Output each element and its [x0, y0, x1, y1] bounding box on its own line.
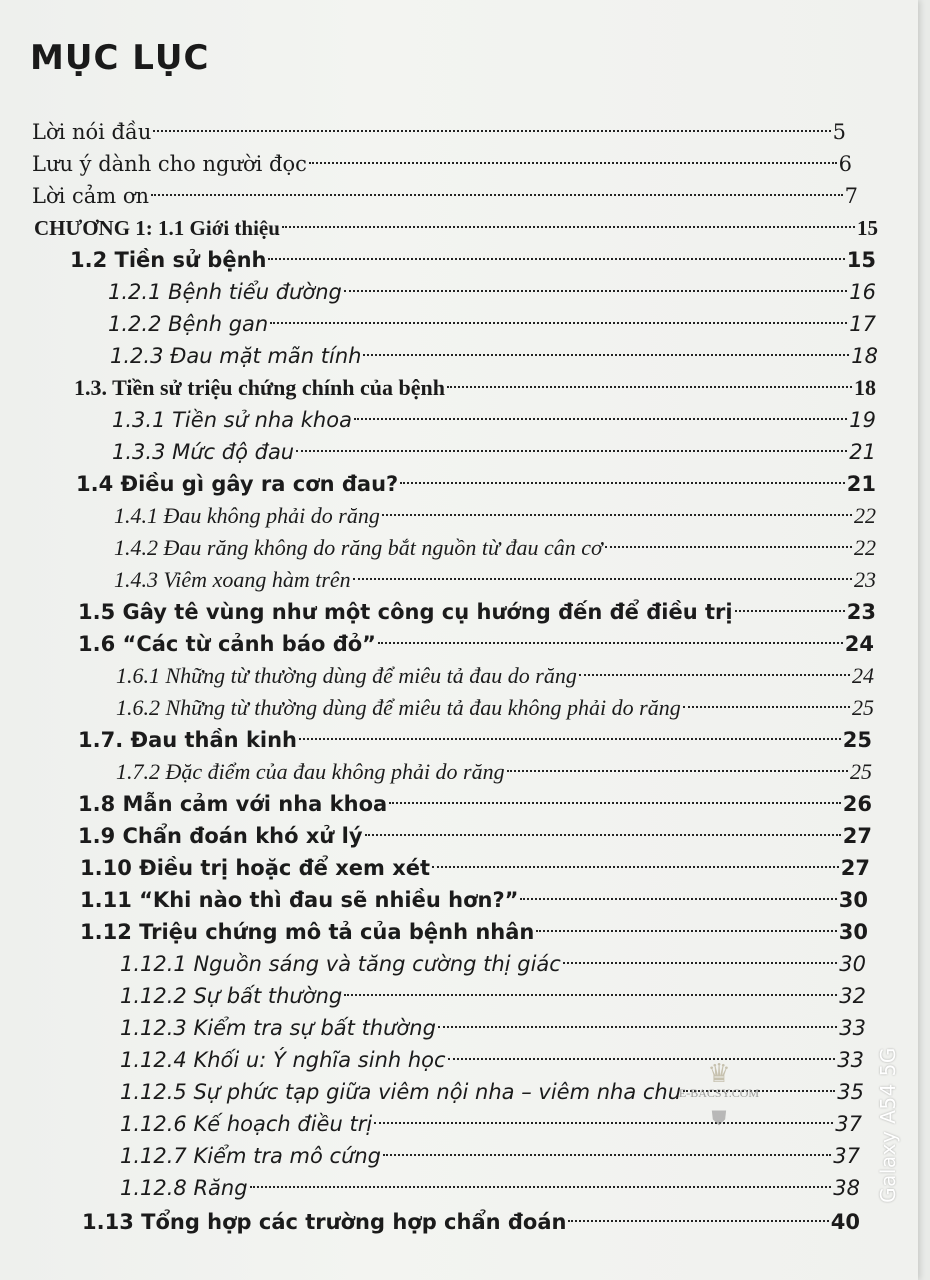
dot-leader	[448, 1058, 836, 1060]
crown-icon: ♛	[707, 1059, 731, 1088]
toc-entry-label: 1.6.2 Những từ thường dùng để miêu tả đau không phải do răng	[116, 695, 681, 720]
toc-entry-label: 1.8 Mẫn cảm với nha khoa	[78, 792, 388, 816]
toc-entry-label: Lưu ý dành cho người đọc	[32, 152, 307, 176]
toc-entry-label: 1.3. Tiền sử triệu chứng chính của bệnh	[74, 375, 445, 400]
toc-entry-page: 40	[830, 1210, 860, 1234]
toc-entry-label: 1.12 Triệu chứng mô tả của bệnh nhân	[80, 920, 535, 944]
dot-leader	[282, 226, 855, 228]
dot-leader	[447, 386, 852, 388]
toc-entry-1-6	[78, 628, 874, 660]
toc-entry-label: 1.12.3 Kiểm tra sự bất thường	[120, 1016, 436, 1040]
toc-entry-label: 1.11 “Khi nào thì đau sẽ nhiều hơn?”	[80, 888, 519, 912]
dot-leader	[151, 194, 843, 196]
toc-entry-1-2-2	[108, 308, 876, 340]
dot-leader	[536, 930, 836, 932]
toc-entry-page: 25	[850, 759, 872, 784]
toc-entry-page: 33	[837, 1048, 864, 1072]
toc-entry-1-8	[78, 788, 872, 820]
dot-leader	[438, 1026, 837, 1028]
toc-entry-1-7-2	[116, 756, 872, 788]
toc-entry-page: 5	[832, 120, 846, 144]
toc-entry-page: 23	[846, 600, 876, 624]
toc-entry-1-3-3	[112, 436, 876, 468]
toc-entry-label: 1.12.1 Nguồn sáng và tăng cường thị giác	[120, 952, 561, 976]
dot-leader	[432, 866, 839, 868]
toc-entry-label: 1.12.6 Kế hoạch điều trị	[120, 1112, 373, 1136]
toc-entry-1-12-8	[120, 1172, 860, 1204]
toc-entry-page: 37	[835, 1112, 862, 1136]
dot-leader	[563, 962, 837, 964]
toc-entry-label: 1.12.7 Kiểm tra mô cứng	[120, 1144, 382, 1168]
toc-entry-label: Lời nói đầu	[32, 120, 152, 144]
toc-entry-label: 1.12.8 Răng	[120, 1176, 248, 1200]
camera-label: Galaxy A54 5G	[876, 1047, 900, 1203]
toc-entry-page: 21	[846, 472, 876, 496]
dot-leader	[568, 1220, 828, 1222]
toc-entry-page: 6	[838, 152, 852, 176]
dot-leader	[365, 834, 841, 836]
toc-entry-1-11	[80, 884, 868, 916]
dot-leader	[353, 578, 852, 580]
watermark-logo	[664, 1059, 774, 1130]
toc-entry-1-12	[80, 916, 868, 948]
dot-leader	[507, 770, 848, 772]
toc-entry-label: 1.12.5 Sự phức tạp giữa viêm nội nha – viêm nha chu	[120, 1080, 682, 1104]
dot-leader	[683, 706, 850, 708]
toc-entry-1-2	[70, 244, 876, 276]
toc-entry-page: 35	[837, 1080, 864, 1104]
toc-entry-page: 22	[854, 503, 876, 528]
toc-entry-page: 18	[854, 375, 876, 400]
toc-entry-page: 25	[842, 728, 872, 752]
toc-entry-label: 1.4 Điều gì gây ra cơn đau?	[76, 472, 399, 496]
toc-entry-label: Lời cảm ơn	[32, 184, 150, 208]
toc-entry-1-9	[78, 820, 872, 852]
toc-entry-1-4	[76, 468, 876, 500]
toc-entry-page: 18	[851, 344, 878, 368]
toc-entry-page: 24	[844, 632, 874, 656]
toc-entry-label: 1.6 “Các từ cảnh báo đỏ”	[78, 632, 376, 656]
toc-entry-label: 1.9 Chẩn đoán khó xử lý	[78, 824, 363, 848]
toc-entry-label: 1.5 Gây tê vùng như một công cụ hướng đến để điều trị	[78, 600, 733, 624]
toc-entry-page: 32	[839, 984, 866, 1008]
dot-leader	[378, 642, 843, 644]
toc-entry-page: 27	[840, 856, 870, 880]
dot-leader	[354, 418, 847, 420]
toc-entry-label: 1.4.1 Đau không phải do răng	[114, 503, 380, 528]
toc-entry-1-7	[78, 724, 872, 756]
toc-entry-1-2-3	[110, 340, 878, 372]
toc-entry-1-12-3	[120, 1012, 866, 1044]
dot-leader	[344, 290, 847, 292]
toc-entry-label: 1.4.2 Đau răng không do răng bắt nguồn từ đau cân cơ	[114, 535, 603, 560]
toc-entry-label: 1.2 Tiền sử bệnh	[70, 248, 267, 272]
toc-entry-page: 30	[838, 920, 868, 944]
toc-entry-label: 1.6.1 Những từ thường dùng để miêu tả đau do răng	[116, 663, 577, 688]
toc-entry-1-12-7	[120, 1140, 860, 1172]
camera-watermark	[868, 1030, 908, 1220]
toc-entry-1-5	[78, 596, 876, 628]
dot-leader	[520, 898, 836, 900]
toc-entry-page: 33	[839, 1016, 866, 1040]
toc-entry-1-4-2	[114, 532, 876, 564]
toc-entry-page: 21	[849, 440, 876, 464]
dot-leader	[605, 546, 852, 548]
dot-leader	[153, 130, 830, 132]
toc-entry-page: 30	[838, 888, 868, 912]
toc-entry-page: 26	[842, 792, 872, 816]
toc-entry-label: 1.2.1 Bệnh tiểu đường	[108, 280, 342, 304]
toc-entry-label: 1.12.2 Sự bất thường	[120, 984, 343, 1008]
toc-entry-1-4-1	[114, 500, 876, 532]
toc-entry-page: 27	[842, 824, 872, 848]
toc-entry-label: 1.12.4 Khối u: Ý nghĩa sinh học	[120, 1048, 446, 1072]
dot-leader	[382, 514, 852, 516]
dot-leader	[400, 482, 845, 484]
toc-entry-1-12-1	[120, 948, 866, 980]
toc-entry-label: CHƯƠNG 1: 1.1 Giới thiệu	[34, 216, 280, 240]
toc-entry-page: 25	[852, 695, 874, 720]
toc-entry-1-2-1	[108, 276, 876, 308]
toc-entry-label: 1.2.3 Đau mặt mãn tính	[110, 344, 362, 368]
toc-entry-page: 16	[849, 280, 876, 304]
toc-entry-page: 30	[839, 952, 866, 976]
toc-entry-page: 15	[846, 248, 876, 272]
toc-entry-page: 37	[833, 1144, 860, 1168]
dot-leader	[389, 802, 841, 804]
toc-entry-page: 15	[857, 216, 878, 240]
shield-icon: ⛊	[711, 1108, 727, 1130]
toc-entry-label: 1.7.2 Đặc điểm của đau không phải do răng	[116, 759, 505, 784]
toc-entry-label: 1.7. Đau thần kinh	[78, 728, 298, 752]
toc-entry-page: 7	[844, 184, 858, 208]
toc-entry-1-3	[74, 372, 876, 404]
toc-entry-1-6-2	[116, 692, 874, 724]
dot-leader	[268, 258, 844, 260]
toc-entry-page: 22	[854, 535, 876, 560]
dot-leader	[363, 354, 849, 356]
dot-leader	[270, 322, 847, 324]
toc-entry-label: 1.4.3 Viêm xoang hàm trên	[114, 567, 351, 592]
toc-entry-preface	[32, 116, 846, 148]
toc-entry-page: 17	[849, 312, 876, 336]
toc-entry-reader-note	[32, 148, 852, 180]
toc-entry-page: 38	[833, 1176, 860, 1200]
toc-entry-label: 1.10 Điều trị hoặc để xem xét	[80, 856, 431, 880]
toc-entry-page: 24	[852, 663, 874, 688]
dot-leader	[383, 1154, 831, 1156]
dot-leader	[309, 162, 837, 164]
dot-leader	[344, 994, 837, 996]
dot-leader	[299, 738, 841, 740]
toc-entry-1-13	[82, 1206, 860, 1238]
dot-leader	[579, 674, 850, 676]
toc-entry-label: 1.3.1 Tiền sử nha khoa	[112, 408, 352, 432]
page-title: MỤC LỤC	[30, 38, 210, 78]
toc-entry-1-12-2	[120, 980, 866, 1012]
toc-entry-chapter-1	[34, 212, 878, 244]
toc-entry-page: 19	[849, 408, 876, 432]
dot-leader	[735, 610, 845, 612]
dot-leader	[296, 450, 847, 452]
toc-entry-label: 1.13 Tổng hợp các trường hợp chẩn đoán	[82, 1210, 567, 1234]
toc-entry-1-10	[80, 852, 870, 884]
dot-leader	[250, 1186, 832, 1188]
toc-entry-acknowledgement	[32, 180, 858, 212]
toc-entry-label: 1.3.3 Mức độ đau	[112, 440, 295, 464]
toc-entry-label: 1.2.2 Bệnh gan	[108, 312, 269, 336]
toc-entry-page: 23	[854, 567, 876, 592]
watermark-text: E-BACSY.COM	[678, 1086, 760, 1100]
toc-entry-1-4-3	[114, 564, 876, 596]
toc-entry-1-6-1	[116, 660, 874, 692]
toc-entry-1-3-1	[112, 404, 876, 436]
